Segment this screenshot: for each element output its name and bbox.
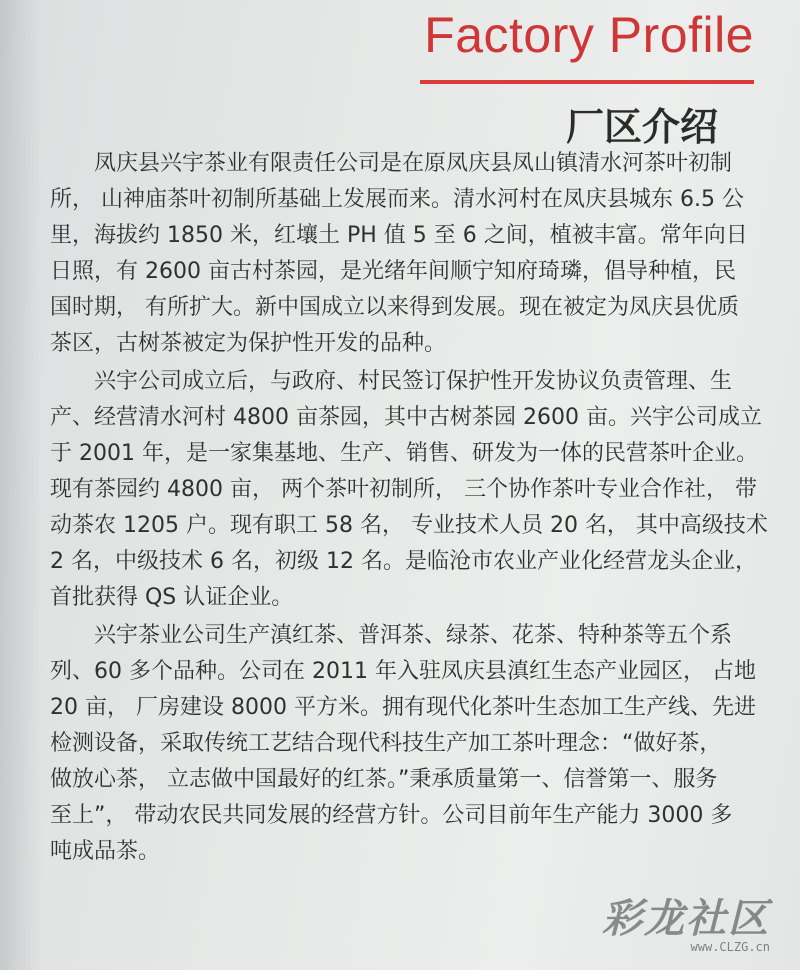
text-line: 于 2001 年，是一家集基地、生产、销售、研发为一体的民营茶叶企业。 bbox=[50, 441, 758, 466]
profile-body bbox=[50, 146, 780, 870]
title-underline bbox=[420, 80, 754, 84]
text-line: 凤庆县兴宇茶业有限责任公司是在原凤庆县凤山镇清水河茶叶初制 bbox=[94, 151, 733, 176]
text-line: 产、经营清水河村 4800 亩茶园，其中古树茶园 2600 亩。兴宇公司成立 bbox=[50, 405, 762, 430]
page-title-chinese: 厂区介绍 bbox=[566, 105, 719, 149]
text-line: 检测设备，采取传统工艺结合现代科技生产加工茶叶理念：“做好茶， bbox=[50, 731, 722, 756]
page-binding-shadow bbox=[0, 0, 42, 970]
text-line: 茶区，古树茶被定为保护性开发的品种。 bbox=[50, 331, 447, 356]
text-line: 兴宇公司成立后，与政府、村民签订保护性开发协议负责管理、生 bbox=[94, 369, 733, 394]
text-line: 动茶农 1205 户。现有职工 58 名， 专业技术人员 20 名， 其中高级技术 bbox=[50, 513, 768, 538]
text-line: 做放心茶， 立志做中国最好的红茶。”秉承质量第一、信誉第一、服务 bbox=[50, 767, 718, 792]
text-line: 吨成品茶。 bbox=[50, 839, 161, 864]
text-line: 里，海拔约 1850 米，红壤土 PH 值 5 至 6 之间，植被丰富。常年向日 bbox=[50, 223, 748, 248]
text-line: 国时期， 有所扩大。新中国成立以来得到发展。现在被定为凤庆县优质 bbox=[50, 295, 739, 320]
watermark-url: www.CLZG.cn bbox=[690, 940, 770, 954]
text-line: 20 亩， 厂房建设 8000 平方米。拥有现代化茶叶生态加工生产线、先进 bbox=[50, 695, 756, 720]
site-watermark bbox=[602, 887, 770, 954]
watermark-logo-text: 彩龙社区 bbox=[602, 895, 770, 942]
text-line: 所， 山神庙茶叶初制所基础上发展而来。清水河村在凤庆县城东 6.5 公 bbox=[50, 187, 744, 212]
text-line: 日照，有 2600 亩古村茶园，是光绪年间顺宁知府琦璘，倡导种植，民 bbox=[50, 259, 736, 284]
paragraph-products bbox=[50, 618, 780, 870]
paragraph-company bbox=[50, 364, 780, 616]
paragraph-origin bbox=[50, 146, 780, 362]
text-line: 列、60 多个品种。公司在 2011 年入驻凤庆县滇红生态产业园区， 占地 bbox=[50, 659, 756, 684]
text-line: 首批获得 QS 认证企业。 bbox=[50, 585, 294, 610]
page-title-english: Factory Profile bbox=[424, 7, 754, 63]
text-line: 兴宇茶业公司生产滇红茶、普洱茶、绿茶、花茶、特种茶等五个系 bbox=[94, 623, 733, 648]
text-line: 现有茶园约 4800 亩， 两个茶叶初制所， 三个协作茶叶专业合作社， 带 bbox=[50, 477, 757, 502]
text-line: 至上”， 带动农民共同发展的经营方针。公司目前年生产能力 3000 多 bbox=[50, 803, 733, 828]
text-line: 2 名，中级技术 6 名，初级 12 名。是临沧市农业产业化经营龙头企业， bbox=[50, 549, 757, 574]
